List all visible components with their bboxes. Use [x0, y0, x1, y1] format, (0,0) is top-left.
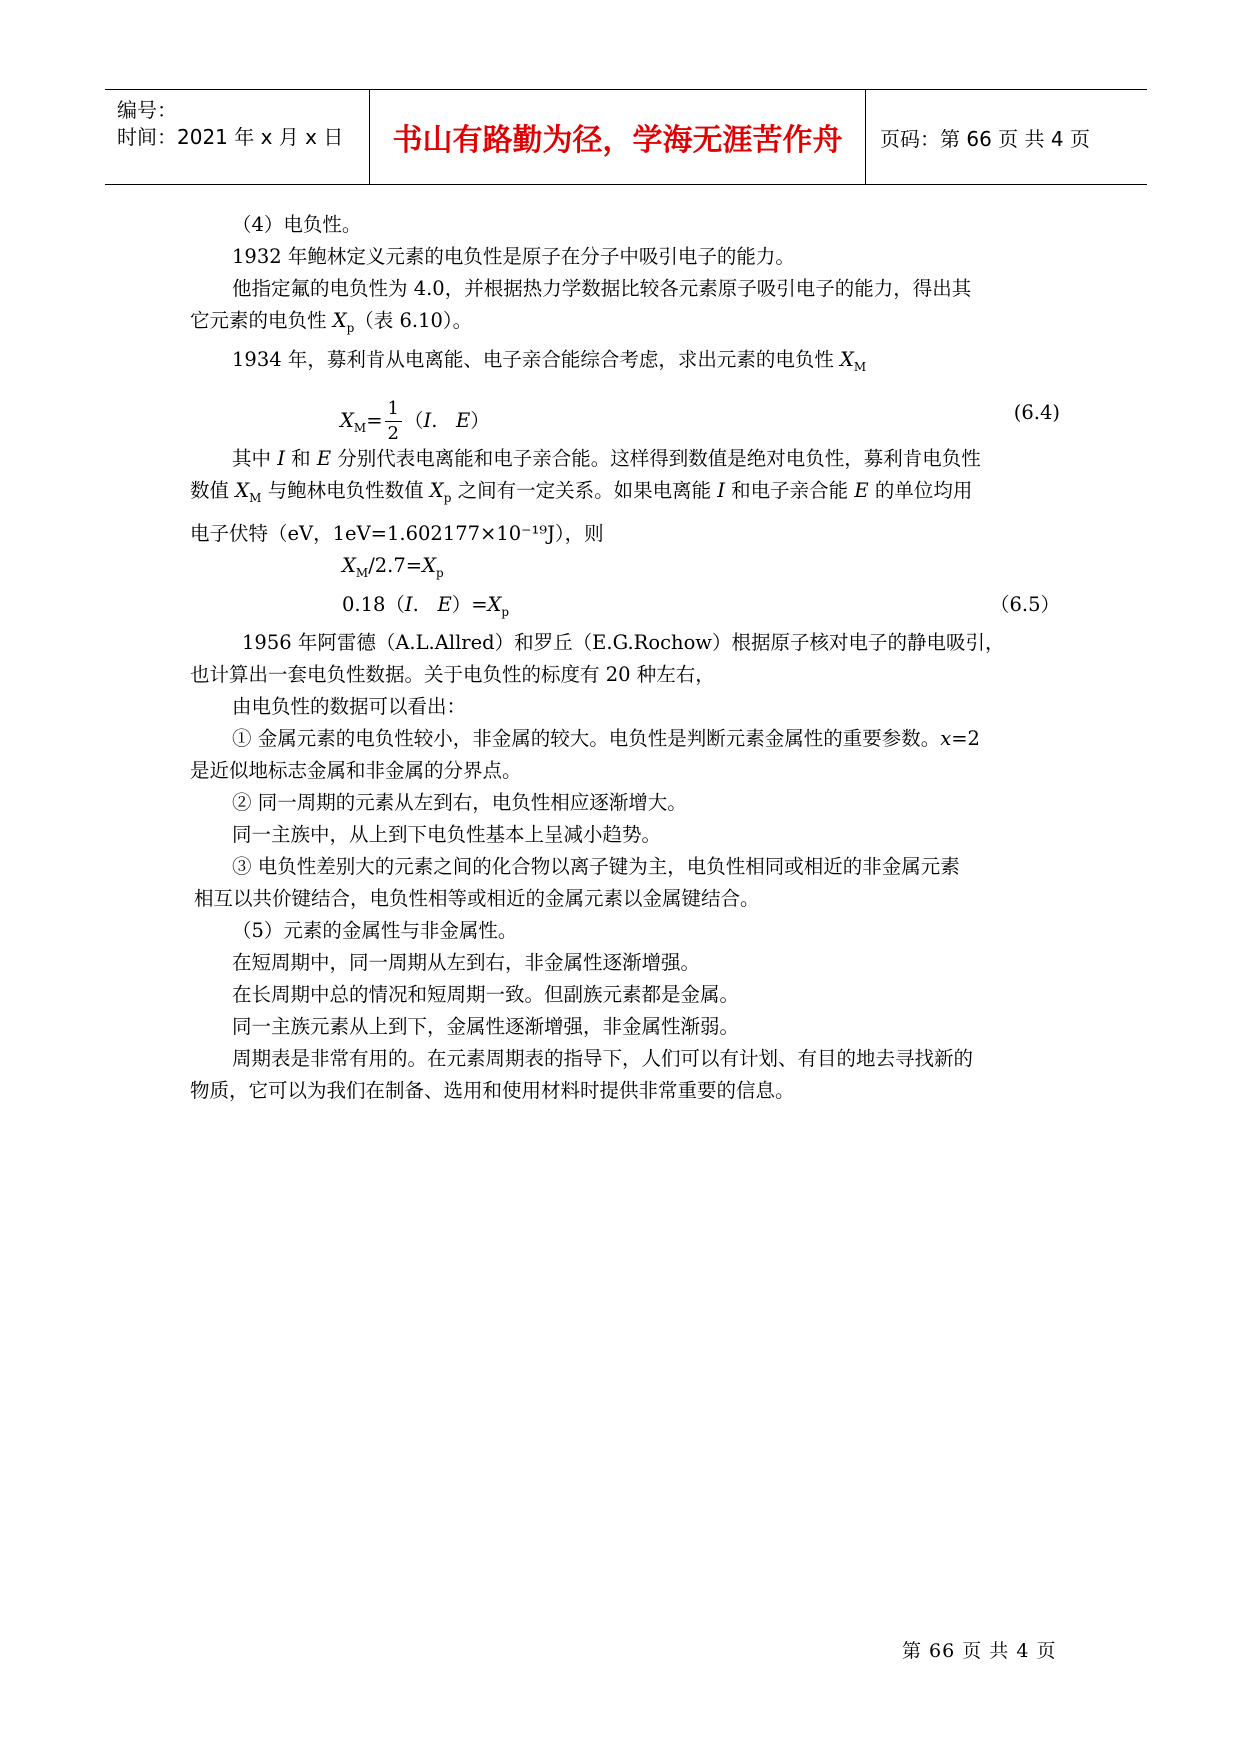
fraction-one-half: $\frac{1}{2}$	[385, 397, 402, 446]
formula-6-5: 0.18（I. $E)=X_p$ （6.5）	[190, 589, 1060, 628]
paragraph: 也计算出一套电负性数据。关于电负性的标度有 20 种左右，	[190, 663, 715, 687]
equation-number: （6.5）	[989, 592, 1060, 616]
header-page-info: 页码：第 66 页 共 4 页	[880, 126, 1090, 151]
paragraph: 物质，它可以为我们在制备、选用和使用材料时提供非常重要的信息。	[190, 1079, 795, 1103]
document-number-label: 编号：	[117, 98, 177, 122]
equation-number: (6.4)	[1013, 400, 1060, 424]
paragraph: 它元素的电负性 $X_p$（表 6.10）。	[190, 309, 473, 335]
formula-line: $X_M/2.7=X_p$	[342, 553, 444, 580]
paragraph: ② 同一周期的元素从左到右，电负性相应逐渐增大。	[232, 791, 687, 815]
document-body	[190, 209, 1060, 1107]
paragraph: 在短周期中，同一周期从左到右，非金属性逐渐增强。	[232, 951, 701, 975]
paragraph: 由电负性的数据可以看出：	[232, 695, 467, 719]
paragraph: 数值 $X_M$ 与鲍林电负性数值 $X_p$ 之间有一定关系。如果电离能 I 和电子亲合能 E 的单位均用	[190, 478, 973, 505]
paragraph: （5）元素的金属性与非金属性。	[232, 919, 518, 943]
page-footer: 第 66 页 共 4 页	[902, 1640, 1057, 1662]
page-header	[105, 89, 1147, 185]
header-motto: 书山有路勤为径，学海无涯苦作舟	[369, 90, 866, 184]
header-left-cell	[105, 90, 369, 184]
paragraph: ① 金属元素的电负性较小，非金属的较大。电负性是判断元素金属性的重要参数。x=2	[232, 727, 980, 751]
paragraph: 其中 I 和 E 分别代表电离能和电子亲合能。这样得到数值是绝对电负性，募利肯电负性	[232, 446, 981, 470]
paragraph: 他指定氟的电负性为 4.0，并根据热力学数据比较各元素原子吸引电子的能力，得出其	[232, 277, 972, 300]
formula-expression: $X_M=$ $\frac{1}{2}$ （I. E）	[340, 397, 490, 444]
paragraph: 是近似地标志金属和非金属的分界点。	[190, 759, 522, 783]
formula-6-4	[190, 383, 1060, 443]
document-date: 时间：2021 年 x 月 x 日	[117, 125, 344, 149]
paragraph: 1932 年鲍林定义元素的电负性是原子在分子中吸引电子的能力。	[232, 245, 795, 268]
paragraph: （4）电负性。	[232, 213, 362, 236]
paragraph: 同一主族中，从上到下电负性基本上呈减小趋势。	[232, 823, 662, 847]
paragraph: 周期表是非常有用的。在元素周期表的指导下，人们可以有计划、有目的地去寻找新的	[232, 1047, 974, 1071]
paragraph: 相互以共价键结合，电负性相等或相近的金属元素以金属键结合。	[194, 887, 760, 911]
paragraph: 电子伏特（eV，1eV=1.602177×10⁻¹⁹J），则	[190, 521, 604, 545]
paragraph: ③ 电负性差别大的元素之间的化合物以离子键为主，电负性相同或相近的非金属元素	[232, 855, 960, 879]
paragraph: 在长周期中总的情况和短周期一致。但副族元素都是金属。	[232, 983, 740, 1007]
paragraph: 同一主族元素从上到下，金属性逐渐增强，非金属性渐弱。	[232, 1015, 740, 1039]
paragraph: 1934 年，募利肯从电离能、电子亲合能综合考虑，求出元素的电负性 $X_M$	[232, 347, 867, 374]
paragraph: 1956 年阿雷德（A.L.Allred）和罗丘（E.G.Rochow）根据原子核对电子的静电吸引，	[242, 631, 1005, 655]
